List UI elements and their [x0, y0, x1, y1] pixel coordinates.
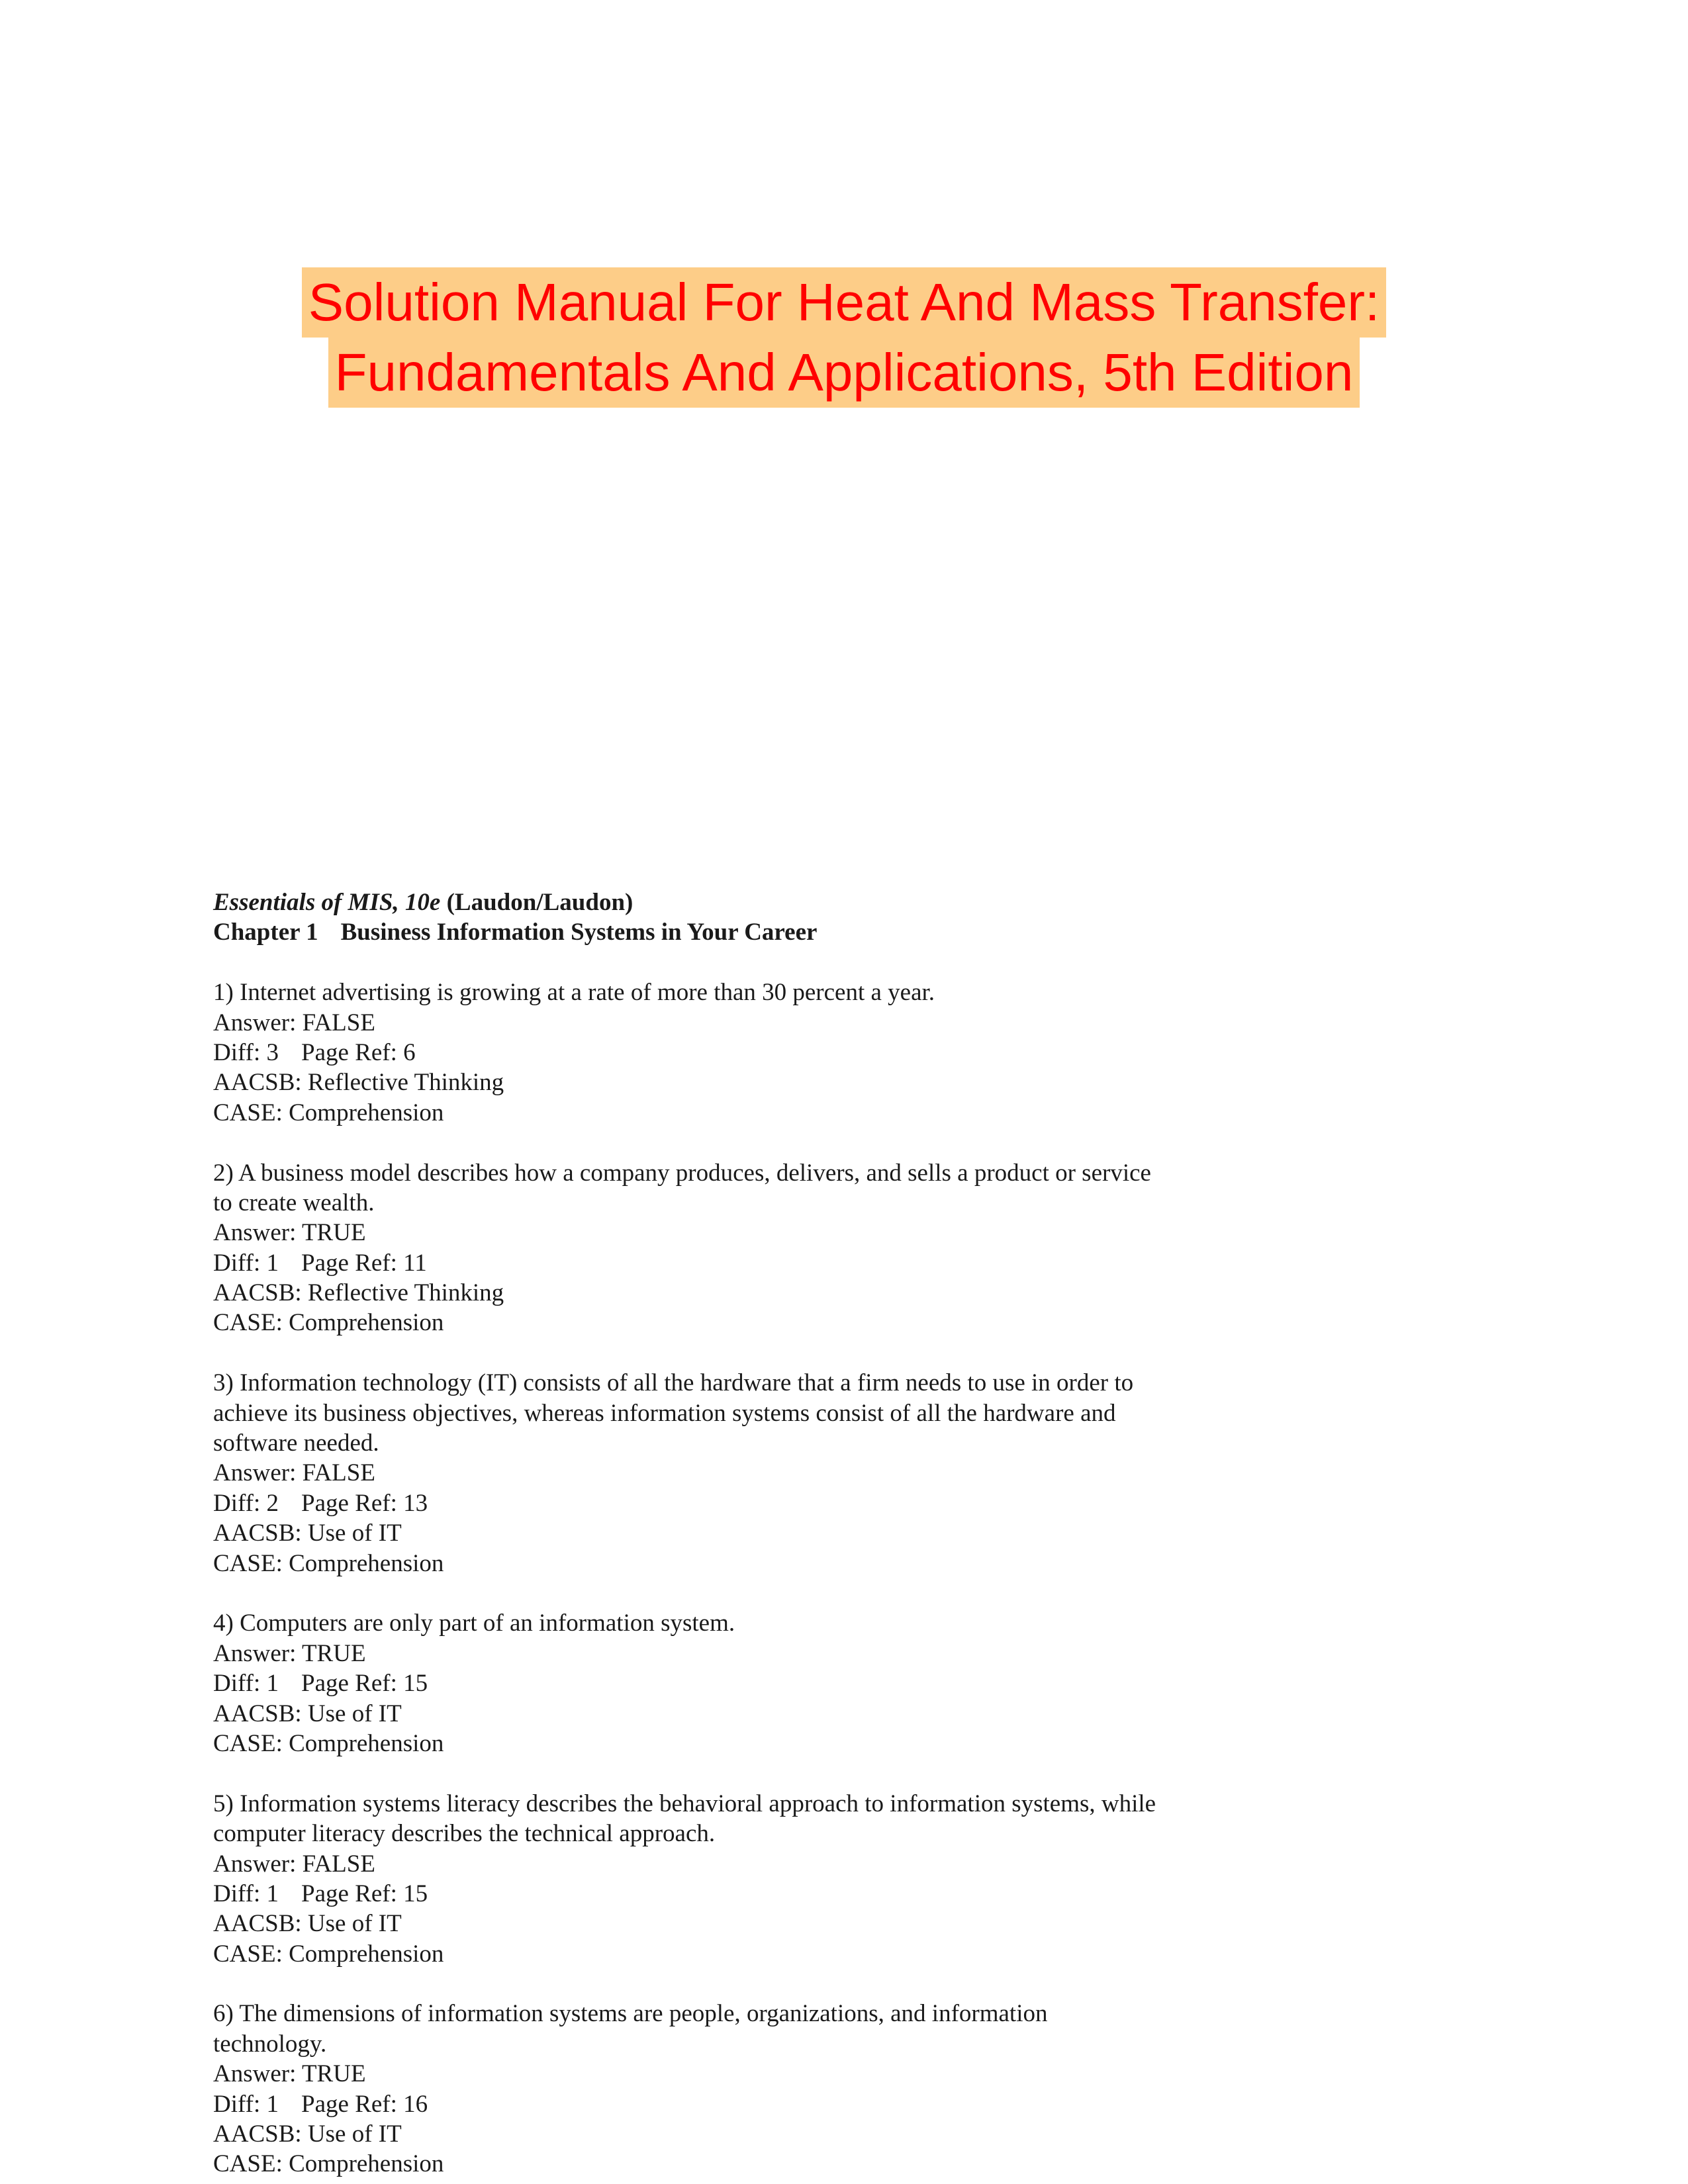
question-1	[213, 978, 1272, 1128]
question-text: technology.	[213, 2030, 327, 2058]
question-diff: Diff: 1	[213, 1880, 279, 1907]
question-diff: Diff: 1	[213, 1249, 279, 1277]
question-text: 2) A business model describes how a company produces, delivers, and sells a product or service	[213, 1159, 1151, 1187]
document-body	[213, 887, 1272, 2179]
question-answer: Answer: FALSE	[213, 1459, 375, 1487]
chapter-label: Chapter 1	[213, 919, 318, 946]
question-5	[213, 1789, 1272, 1969]
question-aacsb: AACSB: Use of IT	[213, 1910, 402, 1938]
question-diff: Diff: 1	[213, 1670, 279, 1698]
question-answer: Answer: TRUE	[213, 1219, 366, 1247]
question-diff: Diff: 2	[213, 1489, 279, 1517]
question-meta	[213, 1879, 1272, 1909]
question-aacsb: AACSB: Use of IT	[213, 1520, 402, 1547]
question-aacsb: AACSB: Use of IT	[213, 1700, 402, 1727]
chapter-heading	[213, 917, 1272, 947]
question-3	[213, 1368, 1272, 1578]
book-title	[213, 887, 1272, 917]
question-aacsb: AACSB: Use of IT	[213, 2120, 402, 2148]
question-text: 1) Internet advertising is growing at a rate of more than 30 percent a year.	[213, 979, 935, 1007]
question-meta	[213, 1488, 1272, 1518]
question-case: CASE: Comprehension	[213, 1940, 444, 1968]
question-page-ref: Page Ref: 13	[301, 1489, 428, 1517]
banner-title-line-1: Solution Manual For Heat And Mass Transfer:	[302, 267, 1387, 338]
question-text: 5) Information systems literacy describes the behavioral approach to information systems, while	[213, 1790, 1156, 1817]
question-page-ref: Page Ref: 15	[301, 1670, 428, 1698]
question-aacsb: AACSB: Reflective Thinking	[213, 1069, 504, 1097]
question-diff: Diff: 1	[213, 2090, 279, 2118]
question-answer: Answer: FALSE	[213, 1009, 375, 1036]
question-2	[213, 1158, 1272, 1338]
question-text: software needed.	[213, 1430, 379, 1457]
question-page-ref: Page Ref: 11	[301, 1249, 427, 1277]
question-page-ref: Page Ref: 15	[301, 1880, 428, 1907]
question-case: CASE: Comprehension	[213, 1729, 444, 1757]
banner-title-line-2: Fundamentals And Applications, 5th Edition	[328, 338, 1360, 408]
chapter-title: Business Information Systems in Your Career	[340, 919, 818, 946]
question-6	[213, 1999, 1272, 2179]
question-answer: Answer: TRUE	[213, 2060, 366, 2088]
question-case: CASE: Comprehension	[213, 1549, 444, 1577]
question-text: to create wealth.	[213, 1189, 375, 1216]
question-answer: Answer: FALSE	[213, 1850, 375, 1878]
question-text: 3) Information technology (IT) consists of all the hardware that a firm needs to use in order to	[213, 1369, 1134, 1397]
question-text: computer literacy describes the technical approach.	[213, 1820, 716, 1848]
question-meta	[213, 2089, 1272, 2119]
question-text: 6) The dimensions of information systems are people, organizations, and information	[213, 2000, 1048, 2028]
question-4	[213, 1608, 1272, 1758]
question-diff: Diff: 3	[213, 1038, 279, 1066]
question-case: CASE: Comprehension	[213, 1099, 444, 1126]
book-title-authors: (Laudon/Laudon)	[446, 889, 633, 916]
question-case: CASE: Comprehension	[213, 1309, 444, 1337]
question-page-ref: Page Ref: 16	[301, 2090, 428, 2118]
question-case: CASE: Comprehension	[213, 2150, 444, 2178]
question-meta	[213, 1248, 1272, 1278]
question-meta	[213, 1668, 1272, 1698]
question-meta	[213, 1038, 1272, 1068]
book-title-name: Essentials of MIS, 10e	[213, 889, 441, 916]
question-text: achieve its business objectives, whereas information systems consist of all the hardware and	[213, 1399, 1116, 1427]
question-text: 4) Computers are only part of an information system.	[213, 1610, 735, 1637]
banner-title	[0, 267, 1688, 408]
question-aacsb: AACSB: Reflective Thinking	[213, 1279, 504, 1307]
question-answer: Answer: TRUE	[213, 1639, 366, 1667]
question-page-ref: Page Ref: 6	[301, 1038, 416, 1066]
